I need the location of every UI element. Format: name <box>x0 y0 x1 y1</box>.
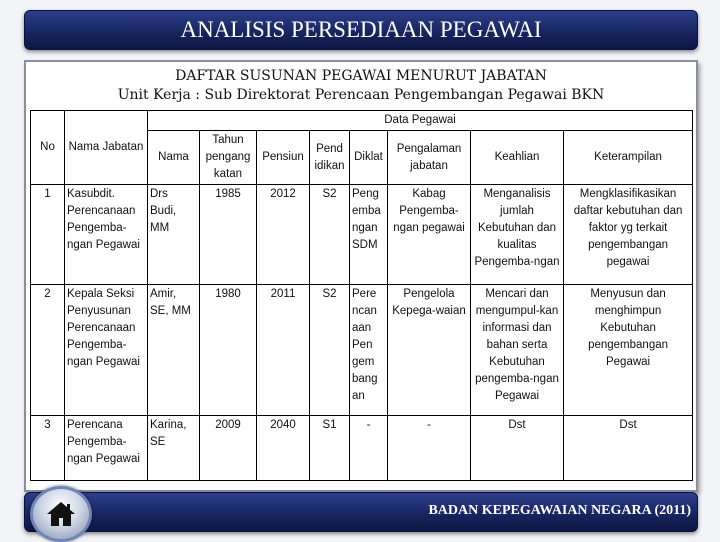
header-jabatan: Nama Jabatan <box>65 111 148 185</box>
table-row <box>31 185 693 285</box>
employee-table <box>30 110 693 481</box>
header-pengalaman: Pengalaman jabatan <box>388 131 471 185</box>
cell-pensiun: 2012 <box>257 185 310 285</box>
header-data-pegawai: Data Pegawai <box>148 111 693 131</box>
cell-keterampilan: Menyusun dan menghimpun Kebutuhan pengembangan Pegawai <box>564 285 693 416</box>
header-pendidikan: Pend idikan <box>310 131 350 185</box>
cell-pengalaman: Pengelola Kepega-waian <box>388 285 471 416</box>
cell-keterampilan: Dst <box>564 416 693 481</box>
document-subheading: Unit Kerja : Sub Direktorat Perencaan Pengembangan Pegawai BKN <box>117 87 605 103</box>
cell-tahun: 1980 <box>200 285 257 416</box>
cell-diklat: Peng emba ngan SDM <box>350 185 388 285</box>
cell-keterampilan: Mengklasifikasikan daftar kebutuhan dan faktor yg terkait pengembangan pegawai <box>564 185 693 285</box>
header-keahlian: Keahlian <box>471 131 564 185</box>
cell-pengalaman: - <box>388 416 471 481</box>
table-row <box>31 416 693 481</box>
home-button[interactable] <box>30 486 92 542</box>
slide-title-bar <box>24 10 698 50</box>
cell-no: 3 <box>31 416 65 481</box>
cell-keahlian: Menganalisis jumlah Kebutuhan dan kualitas Pengemba-ngan <box>471 185 564 285</box>
header-nama: Nama <box>148 131 200 185</box>
cell-pensiun: 2040 <box>257 416 310 481</box>
table-row <box>31 285 693 416</box>
slide-title: ANALISIS PERSEDIAAN PEGAWAI <box>180 17 542 42</box>
cell-pendidikan: S1 <box>310 416 350 481</box>
cell-jabatan: Kasubdit. Perencanaan Pengemba-ngan Pegawai <box>65 185 148 285</box>
cell-keahlian: Mencari dan mengumpul-kan informasi dan bahan serta Kebutuhan pengemba-ngan Pegawai <box>471 285 564 416</box>
cell-nama: Amir, SE, MM <box>148 285 200 416</box>
header-pensiun: Pensiun <box>257 131 310 185</box>
footer-bar <box>24 492 698 532</box>
header-tahun: Tahun pengang katan <box>200 131 257 185</box>
cell-nama: Karina, SE <box>148 416 200 481</box>
header-keterampilan: Keterampilan <box>564 131 693 185</box>
header-no: No <box>31 111 65 185</box>
cell-diklat: - <box>350 416 388 481</box>
cell-tahun: 2009 <box>200 416 257 481</box>
cell-no: 1 <box>31 185 65 285</box>
home-icon <box>46 500 76 528</box>
footer-text: BADAN KEPEGAWAIAN NEGARA (2011) <box>428 503 691 518</box>
cell-nama: Drs Budi, MM <box>148 185 200 285</box>
cell-no: 2 <box>31 285 65 416</box>
document-heading: DAFTAR SUSUNAN PEGAWAI MENURUT JABATAN <box>175 68 547 84</box>
cell-keahlian: Dst <box>471 416 564 481</box>
header-diklat: Diklat <box>350 131 388 185</box>
cell-jabatan: Kepala Seksi Penyusunan Perencanaan Pengemba-ngan Pegawai <box>65 285 148 416</box>
cell-pensiun: 2011 <box>257 285 310 416</box>
cell-pendidikan: S2 <box>310 185 350 285</box>
cell-tahun: 1985 <box>200 185 257 285</box>
cell-jabatan: Perencana Pengemba-ngan Pegawai <box>65 416 148 481</box>
document-panel <box>24 60 698 492</box>
cell-diklat: Pere ncan aan Pen gem bang an <box>350 285 388 416</box>
table-group-header-row <box>31 111 693 131</box>
cell-pendidikan: S2 <box>310 285 350 416</box>
cell-pengalaman: Kabag Pengemba-ngan pegawai <box>388 185 471 285</box>
